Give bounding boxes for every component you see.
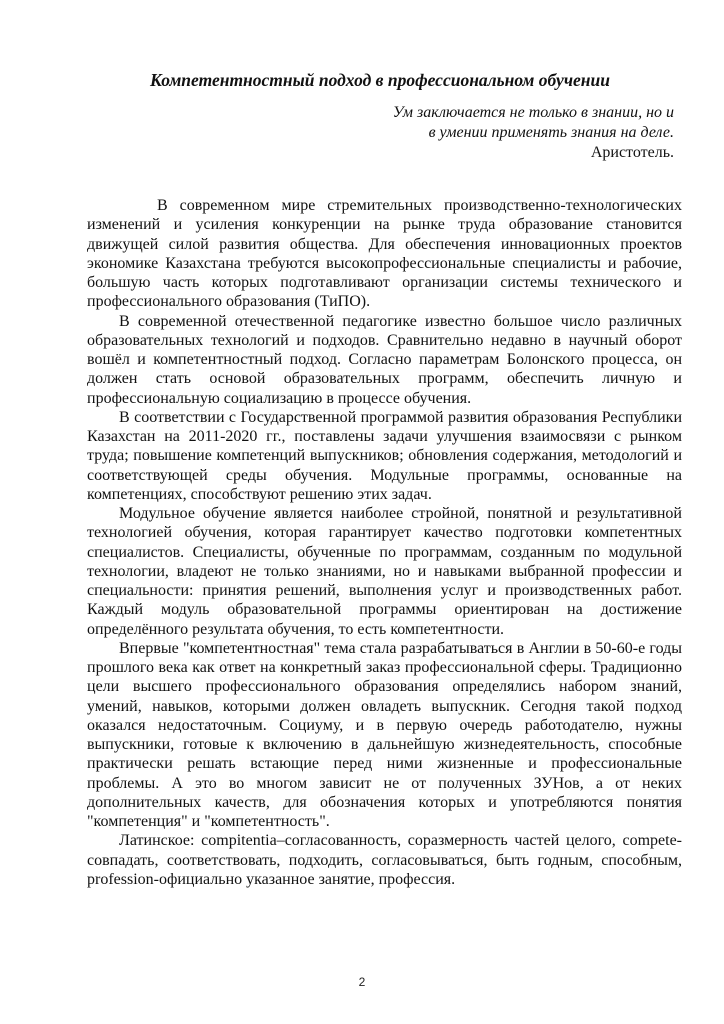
paragraph: Впервые "компетентностная" тема стала разрабатываться в Англии в 50-60-е годы прошлого века как ответ на конкретный заказ профессиональной сферы. Традиционно цели высшего профессионального образования определялись набором знаний, умений, навыков, которыми должен овладеть выпускник. Сегодня такой подход оказался недостаточным. Социуму, и в первую очередь работодателю, нужны выпускники, готовые к включению в дальнейшую жизнедеятельность, способные практически решать встающие перед ними жизненные и профессиональные проблемы. А это во многом зависит не от полученных ЗУНов, а от неких дополнительных качеств, для обозначения которых и употребляются понятия "компетенция" и "компетентность". (87, 639, 682, 830)
epigraph-line-2: в умении применять знания на деле. (428, 124, 674, 141)
page-number: 2 (358, 975, 366, 989)
epigraph (254, 103, 674, 163)
document-title: Компетентностный подход в профессиональном обучении (150, 70, 610, 90)
paragraph: Латинское: compitentia–согласованность, соразмерность частей целого, compete-совпадать, соответствовать, подходить, согласовываться, быть годным, способным, profession-официально указанное занятие, профессия. (87, 832, 682, 888)
paragraph: В современном мире стремительных производственно-технологических изменений и усиления конкуренции на рынке труда образование становится движущей силой развития общества. Для обеспечения инновационных проектов экономике Казахстана требуются высокопрофессиональные специалисты и рабочие, большую часть которых подготавливают организации системы технического и профессионального образования (ТиПО). (87, 197, 682, 311)
epigraph-line-1: Ум заключается не только в знании, но и (392, 104, 674, 121)
paragraph: В современной отечественной педагогике известно большое число различных образовательных технологий и подходов. Сравнительно недавно в научный оборот вошёл и компетентностный подход. Согласно параметрам Болонского процесса, он должен стать основой образовательных программ, обеспечить личную и профессиональную социализацию в процессе обучения. (87, 312, 682, 407)
body-text (87, 196, 682, 889)
paragraph: В соответствии с Государственной программой развития образования Республики Казахстан на 2011-2020 гг., поставлены задачи улучшения взаимосвязи с рынком труда; повышение компетенций выпускников; обновления содержания, методологий и соответствующей среды обучения. Модульные программы, основанные на компетенциях, способствуют решению этих задач. (87, 408, 682, 503)
paragraph: Модульное обучение является наиболее стройной, понятной и результативной технологией обучения, которая гарантирует качество подготовки компетентных специалистов. Специалисты, обученные по программам, созданным по модульной технологии, владеют не только знаниями, но и навыками выбранной профессии и специальности: принятия решений, выполнения услуг и производственных работ. Каждый модуль образовательной программы ориентирован на достижение определённого результата обучения, то есть компетентности. (87, 505, 682, 638)
epigraph-author: Аристотель. (590, 144, 674, 161)
